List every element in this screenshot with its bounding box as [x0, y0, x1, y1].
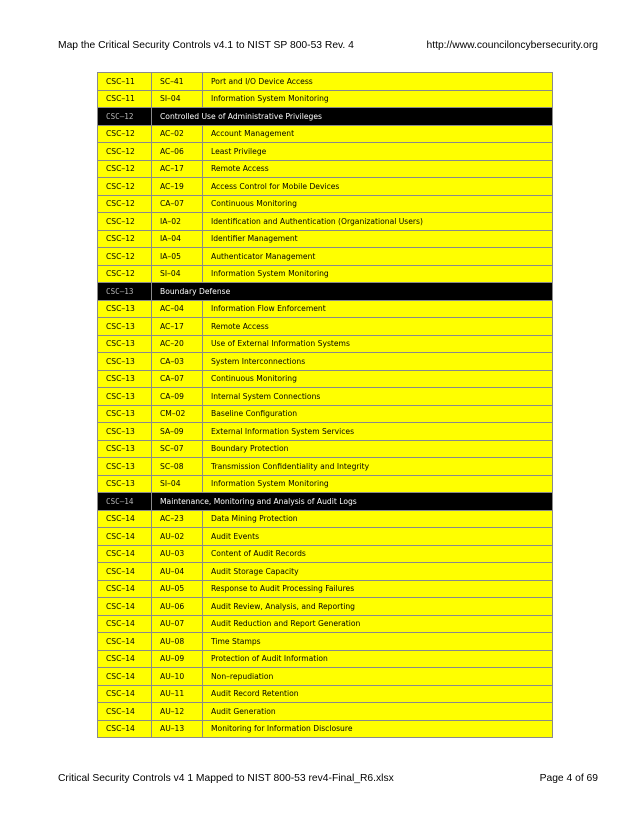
nist-control-cell: SI–04 [152, 265, 203, 283]
table-row [98, 563, 553, 581]
nist-control-cell: AC–02 [152, 125, 203, 143]
section-header-row [98, 283, 553, 301]
section-control-id: CSC–12 [98, 108, 152, 126]
csc-control-cell: CSC–13 [98, 423, 152, 441]
control-title-cell: Time Stamps [203, 633, 553, 651]
table-row [98, 720, 553, 738]
csc-control-cell: CSC–13 [98, 318, 152, 336]
nist-control-cell: AU–13 [152, 720, 203, 738]
nist-control-cell: IA–05 [152, 248, 203, 266]
csc-control-cell: CSC–13 [98, 353, 152, 371]
csc-control-cell: CSC–13 [98, 475, 152, 493]
nist-control-cell: CA–07 [152, 195, 203, 213]
control-title-cell: Monitoring for Information Disclosure [203, 720, 553, 738]
footer-filename: Critical Security Controls v4 1 Mapped to NIST 800-53 rev4-Final_R6.xlsx [58, 773, 394, 784]
csc-control-cell: CSC–14 [98, 598, 152, 616]
nist-control-cell: AU–11 [152, 685, 203, 703]
csc-control-cell: CSC–14 [98, 650, 152, 668]
csc-control-cell: CSC–14 [98, 668, 152, 686]
section-header-row [98, 108, 553, 126]
nist-control-cell: IA–02 [152, 213, 203, 231]
table-row [98, 668, 553, 686]
table-row [98, 440, 553, 458]
csc-control-cell: CSC–12 [98, 160, 152, 178]
csc-control-cell: CSC–14 [98, 720, 152, 738]
section-title: Maintenance, Monitoring and Analysis of Audit Logs [152, 493, 553, 511]
control-title-cell: Identification and Authentication (Organizational Users) [203, 213, 553, 231]
control-title-cell: Audit Generation [203, 703, 553, 721]
nist-control-cell: SI–04 [152, 90, 203, 108]
nist-control-cell: AU–12 [152, 703, 203, 721]
control-title-cell: System Interconnections [203, 353, 553, 371]
nist-control-cell: AC–06 [152, 143, 203, 161]
csc-control-cell: CSC–13 [98, 458, 152, 476]
table-row [98, 388, 553, 406]
nist-control-cell: AC–17 [152, 318, 203, 336]
control-title-cell: Information System Monitoring [203, 475, 553, 493]
control-title-cell: Audit Record Retention [203, 685, 553, 703]
control-title-cell: Least Privilege [203, 143, 553, 161]
nist-control-cell: AC–19 [152, 178, 203, 196]
table-row [98, 353, 553, 371]
table-row [98, 248, 553, 266]
csc-control-cell: CSC–11 [98, 73, 152, 91]
csc-control-cell: CSC–12 [98, 125, 152, 143]
table-row [98, 650, 553, 668]
csc-control-cell: CSC–12 [98, 143, 152, 161]
control-title-cell: Boundary Protection [203, 440, 553, 458]
control-title-cell: Response to Audit Processing Failures [203, 580, 553, 598]
csc-control-cell: CSC–14 [98, 703, 152, 721]
table-row [98, 475, 553, 493]
nist-control-cell: AU–07 [152, 615, 203, 633]
nist-control-cell: AU–09 [152, 650, 203, 668]
control-title-cell: Protection of Audit Information [203, 650, 553, 668]
table-row [98, 458, 553, 476]
nist-control-cell: SC–08 [152, 458, 203, 476]
control-title-cell: Information Flow Enforcement [203, 300, 553, 318]
header-title: Map the Critical Security Controls v4.1 to NIST SP 800-53 Rev. 4 [58, 40, 354, 51]
nist-control-cell: IA–04 [152, 230, 203, 248]
control-title-cell: Content of Audit Records [203, 545, 553, 563]
nist-control-cell: CA–07 [152, 370, 203, 388]
csc-control-cell: CSC–14 [98, 685, 152, 703]
header-url[interactable]: http://www.counciloncybersecurity.org [426, 40, 598, 51]
table-row [98, 90, 553, 108]
page-header [58, 40, 598, 51]
table-row [98, 633, 553, 651]
csc-control-cell: CSC–11 [98, 90, 152, 108]
nist-control-cell: CM–02 [152, 405, 203, 423]
table-row [98, 335, 553, 353]
nist-control-cell: SC–41 [152, 73, 203, 91]
csc-control-cell: CSC–12 [98, 265, 152, 283]
nist-control-cell: AC–20 [152, 335, 203, 353]
nist-control-cell: SI–04 [152, 475, 203, 493]
csc-control-cell: CSC–13 [98, 370, 152, 388]
table-row [98, 580, 553, 598]
nist-control-cell: AU–10 [152, 668, 203, 686]
nist-control-cell: AU–08 [152, 633, 203, 651]
nist-control-cell: AU–05 [152, 580, 203, 598]
control-title-cell: Audit Storage Capacity [203, 563, 553, 581]
table-row [98, 528, 553, 546]
table-row [98, 598, 553, 616]
control-title-cell: Audit Review, Analysis, and Reporting [203, 598, 553, 616]
csc-control-cell: CSC–12 [98, 248, 152, 266]
table-row [98, 143, 553, 161]
control-title-cell: Continuous Monitoring [203, 370, 553, 388]
table-row [98, 423, 553, 441]
section-title: Boundary Defense [152, 283, 553, 301]
page-number: Page 4 of 69 [539, 773, 598, 784]
table-row [98, 545, 553, 563]
table-row [98, 265, 553, 283]
mapping-table [97, 72, 553, 738]
control-title-cell: Audit Reduction and Report Generation [203, 615, 553, 633]
csc-control-cell: CSC–14 [98, 633, 152, 651]
nist-control-cell: AU–02 [152, 528, 203, 546]
control-title-cell: Port and I/O Device Access [203, 73, 553, 91]
page-footer [58, 773, 598, 784]
table-row [98, 178, 553, 196]
nist-control-cell: AC–23 [152, 510, 203, 528]
table-row [98, 318, 553, 336]
control-title-cell: Non–repudiation [203, 668, 553, 686]
csc-control-cell: CSC–14 [98, 580, 152, 598]
table-row [98, 160, 553, 178]
control-title-cell: Remote Access [203, 318, 553, 336]
control-title-cell: Account Management [203, 125, 553, 143]
control-title-cell: Internal System Connections [203, 388, 553, 406]
control-title-cell: Continuous Monitoring [203, 195, 553, 213]
table-row [98, 370, 553, 388]
table-row [98, 510, 553, 528]
table-row [98, 615, 553, 633]
csc-control-cell: CSC–12 [98, 178, 152, 196]
csc-control-cell: CSC–14 [98, 563, 152, 581]
control-title-cell: Data Mining Protection [203, 510, 553, 528]
nist-control-cell: AU–04 [152, 563, 203, 581]
control-title-cell: Identifier Management [203, 230, 553, 248]
nist-control-cell: SC–07 [152, 440, 203, 458]
control-title-cell: Information System Monitoring [203, 265, 553, 283]
control-title-cell: Use of External Information Systems [203, 335, 553, 353]
csc-control-cell: CSC–13 [98, 405, 152, 423]
csc-control-cell: CSC–12 [98, 213, 152, 231]
nist-control-cell: CA–09 [152, 388, 203, 406]
control-title-cell: Access Control for Mobile Devices [203, 178, 553, 196]
section-control-id: CSC–13 [98, 283, 152, 301]
control-title-cell: Authenticator Management [203, 248, 553, 266]
table-row [98, 685, 553, 703]
control-title-cell: Remote Access [203, 160, 553, 178]
control-title-cell: Audit Events [203, 528, 553, 546]
table-row [98, 125, 553, 143]
table-row [98, 213, 553, 231]
nist-control-cell: SA–09 [152, 423, 203, 441]
csc-control-cell: CSC–14 [98, 528, 152, 546]
nist-control-cell: CA–03 [152, 353, 203, 371]
table-row [98, 73, 553, 91]
csc-control-cell: CSC–12 [98, 230, 152, 248]
csc-control-cell: CSC–13 [98, 335, 152, 353]
csc-control-cell: CSC–12 [98, 195, 152, 213]
csc-control-cell: CSC–13 [98, 388, 152, 406]
csc-control-cell: CSC–13 [98, 440, 152, 458]
control-title-cell: Information System Monitoring [203, 90, 553, 108]
nist-control-cell: AC–04 [152, 300, 203, 318]
table-row [98, 300, 553, 318]
control-title-cell: Transmission Confidentiality and Integrity [203, 458, 553, 476]
table-row [98, 703, 553, 721]
table-row [98, 230, 553, 248]
csc-control-cell: CSC–13 [98, 300, 152, 318]
control-title-cell: Baseline Configuration [203, 405, 553, 423]
csc-control-cell: CSC–14 [98, 510, 152, 528]
nist-control-cell: AU–03 [152, 545, 203, 563]
control-title-cell: External Information System Services [203, 423, 553, 441]
csc-control-cell: CSC–14 [98, 615, 152, 633]
section-title: Controlled Use of Administrative Privileges [152, 108, 553, 126]
csc-control-cell: CSC–14 [98, 545, 152, 563]
section-control-id: CSC–14 [98, 493, 152, 511]
mapping-table-body [98, 73, 553, 738]
table-row [98, 405, 553, 423]
table-row [98, 195, 553, 213]
nist-control-cell: AU–06 [152, 598, 203, 616]
section-header-row [98, 493, 553, 511]
nist-control-cell: AC–17 [152, 160, 203, 178]
